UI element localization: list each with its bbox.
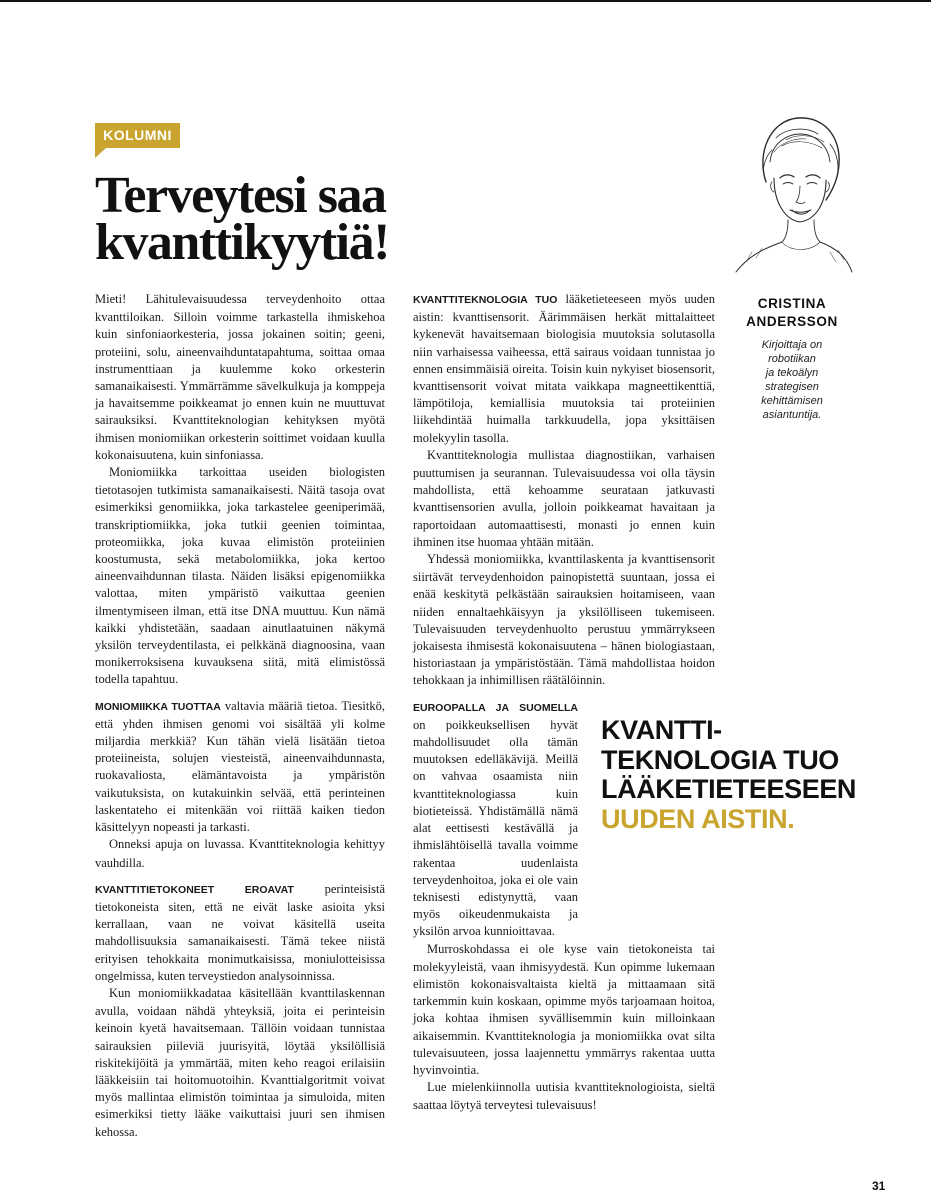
title-line-2: kvanttikyytiä! xyxy=(95,214,389,271)
paragraph: KVANTTITEKNOLOGIA TUO lääketieteeseen myös uuden aistin: kvanttisensorit. Äärimmäisen herkät mittalaitteet kykenevät havaitsemaan biologisia muutoksia solutasolla niin varhaisessa vaiheessa, että sairaus voidaan tunnistaa jo ennen ensimmäisiä oireita. Toisin kuin nykyiset biosensorit, kvanttisensorit voivat mitata vaikkapa magneettikenttiä, lämpötiloja, kemiallisia muutoksia tai proteiinien liikehdintää huimalla tarkkuudella, jopa yksittäisen molekyylin tasolla. xyxy=(413,292,715,445)
paragraph: Yhdessä moniomiikka, kvanttilaskenta ja kvanttisensorit siirtävät terveydenhoidon painopistettä suuntaan, jossa ei enää keskitytä pelkästään sairauksien hoitamiseen, vaan niiden ennaltaehkäisyyn ja yksilölliseen tukemiseen. Tulevaisuuden terveydenhuolto perustuu ymmärrykseen jokaisesta ihmisestä kokonaisuutena – hänen biologiastaan, historiastaan ja ympäristöstään. Tämä mahdollistaa hoidon tehokkaan ja inhimillisen räätälöinnin. xyxy=(413,552,715,688)
pull-quote-line: KVANTTI- xyxy=(601,715,722,745)
paragraph: Mieti! Lähitulevaisuudessa terveydenhoito ottaa kvanttiloikan. Silloin voimme tarkastella ihmiskehoa kuin sinfoniaorkesteria, jossa jokainen soitin; geeni, proteiini, solu, aineenvaihduntatapahtuma, soittaa omaa instrumenttiaan ja kuulemme koko orkesterin samanaikaisesti. Ymmärrämme sävelkulkuja ja komppeja ja havaitsemme poikkeamat jo ennen kuin ne muuttuvat sairauksiksi. Kvanttiteknologian kehityksen myötä ihmisen moniomiikan orkesterin soittimet voidaan kuulla kokonaisuutena, kuin sinfoniassa. xyxy=(95,292,385,462)
page-number: 31 xyxy=(872,1179,886,1193)
author-name: CRISTINA ANDERSSON xyxy=(746,296,838,329)
article-column-1 xyxy=(95,291,385,1141)
column-tag xyxy=(95,123,180,148)
pull-quote-line: TEKNOLOGIA TUO xyxy=(601,744,839,775)
paragraph: KVANTTITIETOKONEET EROAVAT perinteisistä tietokoneista siten, että ne eivät laske asioita yksi kerrallaan, vaan ne voivat käsitellä useita mahdollisuuksia samanaikaisesti. Tämä tekee niistä erityisen tehokkaita monimutkaisissa, moniulotteisissa ongelmissa, kuten terveystiedon analysoinnissa. xyxy=(95,881,385,983)
paragraph: MONIOMIIKKA TUOTTAA valtavia määriä tietoa. Tiesitkö, että yhden ihmisen genomi voi sisältää yli kolme miljardia merkkiä? Kun tähän vielä lisätään tietoa proteiineista, solujen viesteistä, aineenvaihdunnasta, ruokavaliosta, elämäntavoista ja ympäristön vaikutuksista, on kutakuinkin selvää, että perinteinen laskentateho ei mitenkään voi riittää kaiken tiedon käsittelyyn nopeasti ja tarkasti. xyxy=(95,698,385,835)
pull-quote-highlight: UUDEN AISTIN. xyxy=(601,803,795,834)
column-tag-tail xyxy=(95,148,106,158)
paragraph: Moniomiikka tarkoittaa useiden biologisten tietotasojen tutkimista samanaikaisesti. Näitä tasoja ovat esimerkiksi genomiikka, joka tarkastelee geeniperimää, transkriptiomiikka, joka tutkii geenien toimintaa, proteomiikka, joka kuvaa elimistön proteiinien koostumusta, sekä metabolomiikka, joka kertoo aineenvaihdunnan tilasta. Näiden lisäksi epigenomiikka valottaa, miten ympäristö vaikuttaa geenien ilmentymiseen ilman, että itse DNA muuttuu. Kun nämä kaikki yhdistetään, saadaan ainutlaatuinen näkymä yksilön terveydentilasta, ei pelkkänä diagnoosina, vaan monikerroksisena kuvauksena siitä, mitä elimistössä todella tapahtuu. xyxy=(95,465,385,687)
column-tag-label: KOLUMNI xyxy=(103,127,172,143)
title-line-1: Terveytesi saa xyxy=(95,167,386,224)
paragraph: Onneksi apuja on luvassa. Kvanttiteknologia kehittyy vauhdilla. xyxy=(95,837,385,870)
author-portrait xyxy=(726,112,856,282)
paragraph: Murroskohdassa ei ole kyse vain tietokoneista tai molekyyleistä, vaan ihmisyydestä. Kun opimme lukemaan elimistön kokonaisvaltaista kieltä ja mittaamaan sitä tarkemmin kuin koskaan, opimme myös tarjoamaan hoitoa, joka kohtaa ihmisen syvällisemmin kuin milloinkaan aikaisemmin. Kvanttiteknologia ja moniomiikka ovat silta tulevaisuuteen, jossa laajennettu ymmärrys rakentaa uutta hyvinvointia. xyxy=(413,941,715,1077)
top-rule xyxy=(0,0,931,2)
article-title xyxy=(95,167,515,271)
paragraph: Kvanttiteknologia mullistaa diagnostiikan, varhaisen puuttumisen ja seurannan. Tulevaisuudessa voi olla täysin mahdollista, että kehoamme seurataan jatkuvasti kvanttisensorien avulla, jolloin poikkeamat havaitaan ja raportoidaan automaattisesti, monasti jo ennen kuin ihminen itse huomaa yhtään mitään. xyxy=(413,447,715,549)
author-bio: Kirjoittaja on robotiikan ja tekoälyn strategisen kehittämisen asiantuntija. xyxy=(761,339,823,421)
paragraph: Kun moniomiikkadataa käsitellään kvanttilaskennan avulla, voidaan nähdä yhteyksiä, joita ei perinteisin keinoin kyetä havaitsemaan. Tällöin voidaan tunnistaa sairauksien piileviä juurisyitä, löytää yksilöllisiä riskitekijöitä ja ymmärtää, miten keho reagoi erilaisiin lääkkeisiin tai hoitomuotoihin. Kvanttialgoritmit voivat myös mallintaa elimistön toimintaa ja simuloida, miten esimerkiksi tietty lääke vaikuttaisi juuri sen ihmisen kehossa. xyxy=(95,985,385,1139)
paragraph: EUROOPALLA JA SUOMELLA on poikkeuksellisen hyvät mahdollisuudet olla tämän muutoksen edelläkävijä. Meillä on vahvaa osaamista niin kvanttiteknologiassa kuin biotieteissä. Yhdistämällä nämä alat eettisesti kestävällä ja ihmislähtöisellä tavalla voimme rakentaa uudenlaista terveydenhoitoa, joka ei ole vain teknisesti edistynyttä, vaan myös oikeudenmukaista ja yksilön arvoa kunnioittavaa. xyxy=(413,701,578,939)
paragraph: Lue mielenkiinnolla uutisia kvanttiteknologioista, sieltä saattaa löytyä terveytesi tulevaisuus! xyxy=(413,1080,715,1113)
pull-quote xyxy=(601,716,861,834)
article-column-2 xyxy=(413,291,715,1115)
pull-quote-line: LÄÄKETIETEESEEN xyxy=(601,774,857,804)
